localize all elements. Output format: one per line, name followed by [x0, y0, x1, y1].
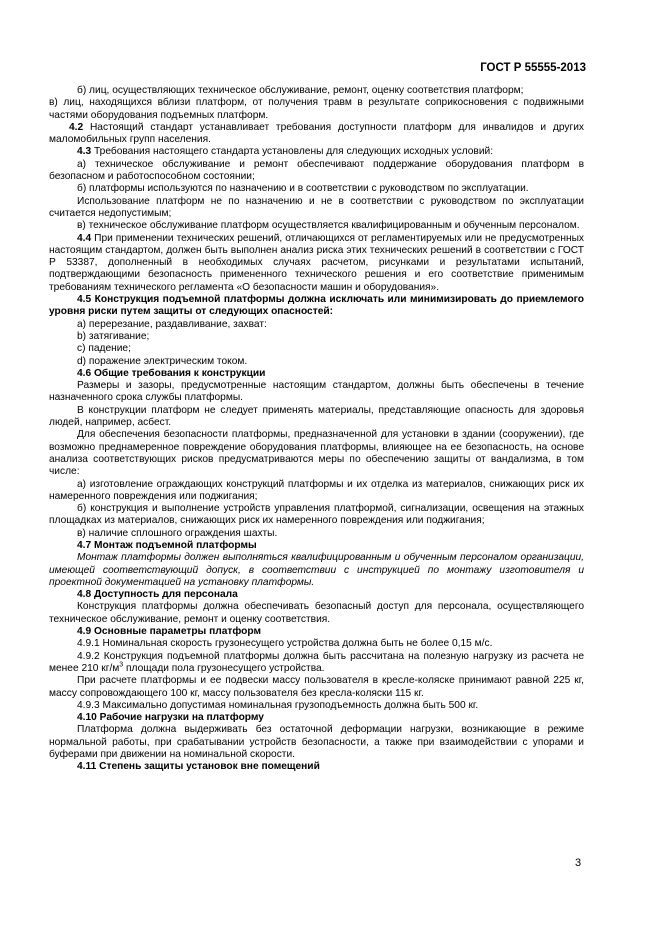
- section-heading: 4.5 Конструкция подъемной платформы должна исключать или минимизировать до приемлемого уровня риски путем защиты от следующих опасностей:: [49, 294, 584, 318]
- paragraph: б) лиц, осуществляющих техническое обслуживание, ремонт, оценку соответствия платформ;: [77, 85, 524, 96]
- paragraph: [49, 122, 584, 147]
- section-heading: 4.11 Степень защиты установок вне помещений: [77, 761, 320, 773]
- paragraph-text: Требования настоящего стандарта установлены для следующих исходных условий:: [91, 146, 494, 158]
- document-header: ГОСТ Р 55555-2013: [480, 62, 586, 74]
- paragraph: [49, 146, 584, 158]
- paragraph: Размеры и зазоры, предусмотренные настоящим стандартом, должны быть обеспечены в течение назначенного срока службы платформы.: [49, 380, 584, 404]
- paragraph: В конструкции платформ не следует применять материалы, представляющие опасность для здоровья людей, например, асбест.: [49, 404, 584, 429]
- section-heading: 4.9 Основные параметры платформ: [77, 626, 261, 638]
- paragraph: в) лиц, находящихся вблизи платформ, от получения травм в результате соприкосновения с подвижными частями оборудования подъемных платформ.: [49, 97, 584, 121]
- list-item: c) падение;: [77, 343, 131, 355]
- document-body: [49, 85, 584, 774]
- paragraph: Конструкция платформы должна обеспечивать безопасный доступ для персонала, осуществляющего техническое обслуживание, ремонт и оценку соответствия.: [49, 601, 584, 625]
- section-heading: 4.7 Монтаж подъемной платформы: [77, 539, 257, 551]
- paragraph: Монтаж платформы должен выполняться квалифицированным и обученным персоналом организации, имеющей соответствующий допуск, в соответствии с инструкцией по монтажу изготовителя и проектной документацией на установку платформы.: [49, 552, 584, 588]
- paragraph-text: 4.9.2 Конструкция подъемной платформы должна быть рассчитана на полезную нагрузку из расчета не менее 210 кг/м: [49, 650, 584, 674]
- paragraph-text: площади пола грузонесущего устройства.: [123, 662, 325, 674]
- page-number: 3: [575, 857, 582, 869]
- section-heading: 4.10 Рабочие нагрузки на платформу: [77, 712, 264, 724]
- clause-number: 4.2: [69, 121, 84, 133]
- paragraph: [49, 233, 584, 294]
- paragraph: Использование платформ не по назначению и не в соответствии с руководством по эксплуатации считается недопустимым;: [49, 195, 584, 219]
- list-item: d) поражение электрическим током.: [77, 355, 248, 367]
- paragraph: 4.9.1 Номинальная скорость грузонесущего устройства должна быть не более 0,15 м/с.: [77, 638, 493, 650]
- superscript: 3: [119, 661, 124, 669]
- clause-number: 4.3: [77, 146, 92, 158]
- paragraph: Для обеспечения безопасности платформы, предназначенной для установки в здании (сооружении), где возможно преднамеренное повреждение оборудования платформы, влияющее на ее безопасность, на основе анализа соответствующих рисков предусматриваются меры по обеспечению защиты от вандализма, в том числе:: [49, 429, 584, 478]
- list-item: b) затягивание;: [77, 330, 150, 342]
- paragraph: б) платформы используются по назначению и в соответствии с руководством по эксплуатации.: [77, 183, 529, 195]
- paragraph: 4.9.3 Максимально допустимая номинальная грузоподъемность должна быть 500 кг.: [77, 699, 479, 711]
- paragraph: в) техническое обслуживание платформ осуществляется квалифицированным и обученным персоналом.: [77, 220, 580, 232]
- paragraph: а) изготовление ограждающих конструкций платформы и их отделка из материалов, снижающих риск их намеренного повреждения или поджигания;: [49, 478, 584, 502]
- list-item: а) перерезание, раздавливание, захват:: [77, 318, 267, 330]
- section-heading: 4.8 Доступность для персонала: [77, 589, 238, 601]
- section-heading: 4.6 Общие требования к конструкции: [77, 367, 266, 379]
- paragraph: а) техническое обслуживание и ремонт обеспечивают поддержание оборудования платформ в безопасном и работоспособном состоянии;: [49, 158, 584, 183]
- paragraph: б) конструкция и выполнение устройств управления платформой, сигнализации, освещения на этажных площадках из материалов, снижающих риск их намеренного повреждения или поджигания;: [49, 503, 584, 527]
- paragraph: Платформа должна выдерживать без остаточной деформации нагрузки, возникающие в режиме нормальной работы, при срабатывании устройств безопасности, а также при взаимодействии с упорами и буферами при движении на номинальной скорости.: [49, 724, 584, 761]
- clause-number: 4.4: [77, 232, 92, 244]
- paragraph: в) наличие сплошного ограждения шахты.: [77, 527, 278, 539]
- paragraph: При расчете платформы и ее подвески массу пользователя в кресле-коляске принимают равной 225 кг, массу сопровождающего 100 кг, массу пользователя без кресла-коляски 115 кг.: [49, 675, 584, 699]
- paragraph-text: Настоящий стандарт устанавливает требования доступности платформ для инвалидов и других маломобильных групп населения.: [49, 121, 584, 146]
- paragraph-text: При применении технических решений, отличающихся от регламентируемых или не предусмотренных настоящим стандартом, должен быть выполнен анализ риска этих технических решений в соответствии с ГОСТ Р 53387, дополненный в необходимых случаях расчетом, рисунками и результатами испытаний, подтверждающими безопасность примененного технического решения и его соответствие применимым требованиям технического регламента «О безопасности машин и оборудования».: [49, 232, 584, 293]
- paragraph: [49, 651, 584, 676]
